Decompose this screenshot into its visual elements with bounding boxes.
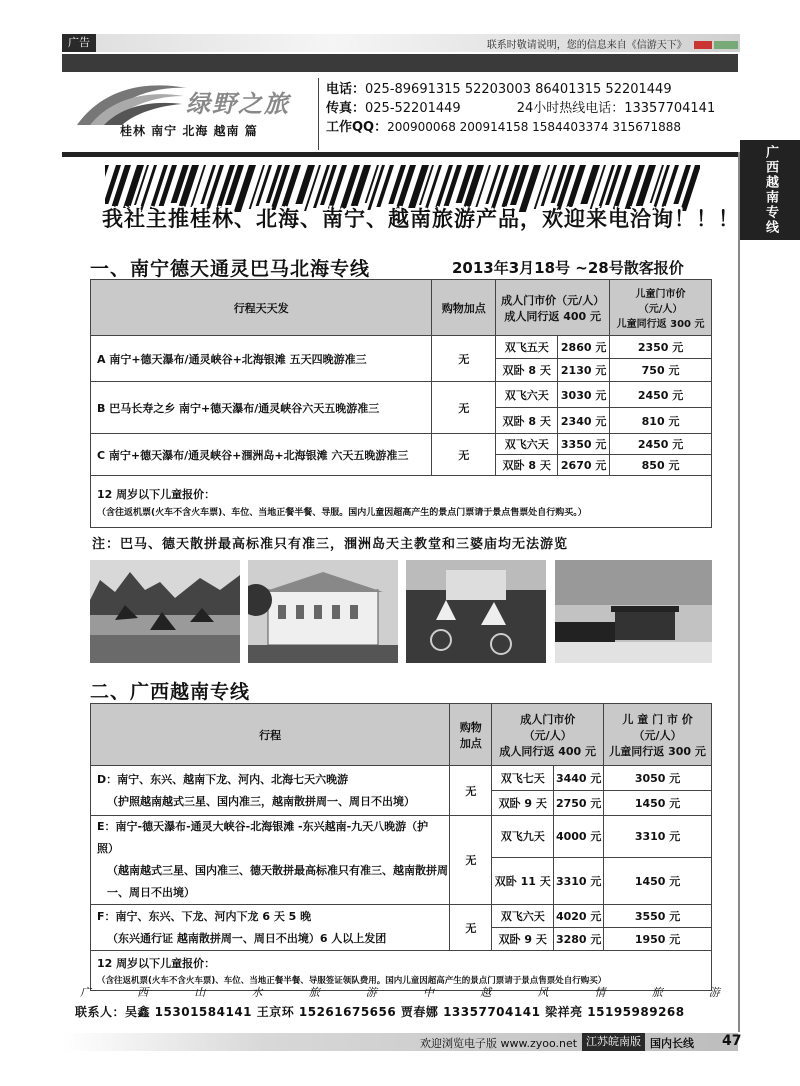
child-price: 2350 元: [610, 336, 712, 359]
page-number: 47: [722, 1033, 742, 1049]
adult-price: 2130 元: [558, 359, 610, 382]
ad-tag: 广告: [62, 34, 96, 52]
route-e: E：南宁-德天瀑布-通灵大峡谷-北海银滩 -东兴越南-九天八晚游（护照） （越南越式三星、国内准三、德天散拼最高标准只有准三、越南散拼周 一、周日不出境）: [91, 816, 450, 905]
header-child: 儿童门市价 （元/人） 儿童同行返 300 元: [610, 280, 712, 336]
adult-price: 3280 元: [554, 928, 604, 951]
header-adult: 成人门市价（元/人） 成人同行返 400 元: [496, 280, 610, 336]
header-shopping: 购物加点: [432, 280, 496, 336]
contact-people: 联系人：吴鑫 15301584141 王京环 15261675656 贾春娜 13357704141 梁祥亮 15195989268: [75, 1005, 685, 1019]
slogan-char: 风: [537, 986, 549, 999]
option-cell: 双卧 9 天: [492, 928, 554, 951]
route-c: C 南宁+德天瀑布/通灵峡谷+涠洲岛+北海银滩 六天五晚游准三: [91, 434, 432, 476]
option-cell: 双飞五天: [496, 336, 558, 359]
browse-link[interactable]: 欢迎浏览电子版 www.zyoo.net: [420, 1037, 578, 1050]
adult-price: 3310 元: [554, 857, 604, 904]
header-bar: [62, 54, 738, 72]
header-route: 行程天天发: [91, 280, 432, 336]
child-price: 3050 元: [604, 766, 712, 791]
shopping-b: 无: [432, 382, 496, 434]
publication-logo-icon: [694, 40, 738, 50]
slogan-char: 旅: [308, 986, 320, 999]
phone-label: 电话：: [326, 82, 366, 97]
tour-slogan: [80, 984, 720, 1000]
child-note-text: （含往返机票(火车不含火车票)、车位、当地正餐半餐、导服签证领队费用。国内儿童因超高产生的景点门票请于景点售票处自行购买）: [97, 976, 607, 986]
section1-date: 2013年3月18号 ~28号散客报价: [452, 259, 684, 277]
qq-numbers: 200900068 200914158 1584403374 315671888: [387, 120, 682, 134]
section1-price-table: [90, 279, 712, 528]
adult-price: 2670 元: [558, 455, 610, 476]
child-price: 2450 元: [610, 434, 712, 455]
child-note-title: 12 周岁以下儿童报价：: [97, 487, 216, 501]
child-price: 2450 元: [610, 382, 712, 408]
child-note: [91, 476, 712, 528]
hotline: 24小时热线电话：13357704141: [516, 101, 716, 116]
slogan-char: 情: [594, 986, 606, 999]
adult-price: 2860 元: [558, 336, 610, 359]
logo-subtitle: 桂林 南宁 北海 越南 篇: [120, 124, 258, 138]
slogan-char: 越: [480, 986, 492, 999]
child-price: 3310 元: [604, 816, 712, 858]
slogan-char: 中: [423, 986, 435, 999]
adult-price: 3440 元: [554, 766, 604, 791]
palace-photo: [248, 560, 398, 663]
adult-price: 3350 元: [558, 434, 610, 455]
option-cell: 双卧 8 天: [496, 455, 558, 476]
option-cell: 双飞六天: [496, 382, 558, 408]
adult-price: 2750 元: [554, 791, 604, 816]
edition-tag: 江苏皖南版: [582, 1033, 645, 1051]
header-adult: 成人门市价 （元/人） 成人同行返 400 元: [492, 704, 604, 766]
child-price: 850 元: [610, 455, 712, 476]
adult-price: 3030 元: [558, 382, 610, 408]
adult-price: 4000 元: [554, 816, 604, 858]
option-cell: 双卧 8 天: [496, 408, 558, 434]
slogan-char: 西: [137, 986, 149, 999]
option-cell: 双飞六天: [496, 434, 558, 455]
shopping-a: 无: [432, 336, 496, 382]
slogan-char: 游: [365, 986, 377, 999]
child-note-title: 12 周岁以下儿童报价：: [97, 957, 216, 970]
slogan-char: 水: [251, 986, 263, 999]
side-tab: 广西越南专线: [740, 140, 800, 240]
halong-bay-photo: [90, 560, 240, 663]
fax-label: 传真：: [326, 101, 366, 116]
slogan-char: 广: [80, 986, 91, 999]
shopping-c: 无: [432, 434, 496, 476]
child-price: 750 元: [610, 359, 712, 382]
contact-block: [326, 80, 715, 137]
section2-title: 二、广西越南专线: [90, 681, 251, 703]
child-price: 810 元: [610, 408, 712, 434]
section1-title: 一、南宁德天通灵巴马北海专线: [90, 258, 371, 280]
option-cell: 双卧 8 天: [496, 359, 558, 382]
category-label: 国内长线: [650, 1037, 694, 1050]
child-price: 1950 元: [604, 928, 712, 951]
shopping-e: 无: [450, 816, 492, 905]
shopping-d: 无: [450, 766, 492, 816]
slogan-char: 游: [708, 986, 720, 999]
notice-text: 注：巴马、德天散拼最高标准只有准三，涠洲岛天主教堂和三婆庙均无法游览: [92, 537, 569, 552]
child-price: 1450 元: [604, 791, 712, 816]
mausoleum-photo: [555, 560, 712, 663]
option-cell: 双飞六天: [492, 905, 554, 928]
option-cell: 双卧 9 天: [492, 791, 554, 816]
header-divider: [318, 78, 319, 150]
header-child: 儿 童 门 市 价 （元/人） 儿童同行返 300 元: [604, 704, 712, 766]
route-f: F：南宁、东兴、下龙、河内下龙 6 天 5 晚 （东兴通行证 越南散拼周一、周日不出境）6 人以上发团: [91, 905, 450, 951]
source-note-text: 联系时敬请说明，您的信息来自《信游天下》: [486, 40, 687, 51]
route-b: B 巴马长寿之乡 南宁+德天瀑布/通灵峡谷六天五晚游准三: [91, 382, 432, 434]
option-cell: 双卧 11 天: [492, 857, 554, 904]
header-shopping: 购物 加点: [450, 704, 492, 766]
header-rule: [62, 152, 738, 157]
child-price: 3550 元: [604, 905, 712, 928]
logo-title: 绿野之旅: [186, 90, 290, 118]
option-cell: 双飞九天: [492, 816, 554, 858]
phone-numbers: 025-89691315 52203003 86401315 52201449: [365, 82, 672, 97]
section2-price-table: [90, 703, 712, 991]
source-note: [487, 36, 738, 51]
route-d: D：南宁、东兴、越南下龙、河内、北海七天六晚游 （护照越南越式三星、国内准三，越南散拼周一、周日不出境）: [91, 766, 450, 816]
option-cell: 双飞七天: [492, 766, 554, 791]
side-rule: [738, 152, 740, 1032]
slogan-char: 旅: [651, 986, 663, 999]
cyclists-photo: [406, 560, 546, 663]
qq-label: 工作QQ：: [326, 120, 388, 135]
promo-banner: 我社主推桂林、北海、南宁、越南旅游产品，欢迎来电洽询！！！: [102, 207, 740, 231]
fax-number: 025-52201449: [365, 101, 461, 116]
adult-price: 4020 元: [554, 905, 604, 928]
child-price: 1450 元: [604, 857, 712, 904]
child-note-text: （含往返机票(火车不含火车票)、车位、当地正餐半餐、导服。国内儿童因超高产生的景点门票请于景点售票处自行购买。）: [97, 507, 587, 518]
route-a: A 南宁+德天瀑布/通灵峡谷+北海银滩 五天四晚游准三: [91, 336, 432, 382]
shopping-f: 无: [450, 905, 492, 951]
header-route: 行程: [91, 704, 450, 766]
adult-price: 2340 元: [558, 408, 610, 434]
slogan-char: 山: [194, 986, 206, 999]
